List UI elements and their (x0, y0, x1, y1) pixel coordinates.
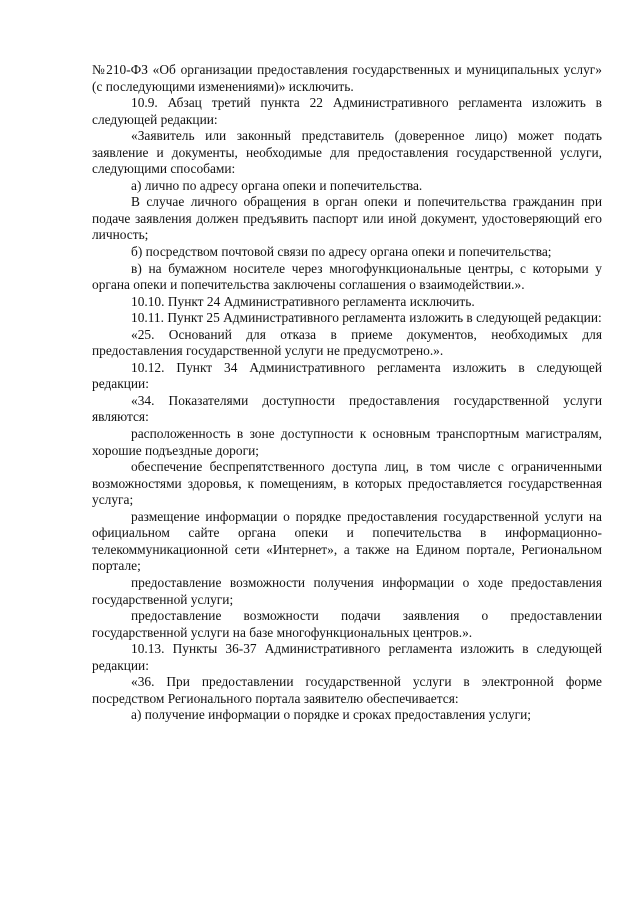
paragraph: 10.9. Абзац третий пункта 22 Административного регламента изложить в следующей редакции: (92, 95, 602, 127)
paragraph: №210-ФЗ «Об организации предоставления государственных и муниципальных услуг» (с последующими изменениями)» исключить. (92, 62, 602, 94)
paragraph: расположенность в зоне доступности к основным транспортным магистралям, хорошие подъездные дороги; (92, 426, 602, 458)
paragraph: 10.12. Пункт 34 Административного регламента изложить в следующей редакции: (92, 359, 602, 392)
paragraph: 10.10. Пункт 24 Административного регламента исключить. (131, 293, 475, 309)
paragraph: «Заявитель или законный представитель (доверенное лицо) может подать заявление и документы, необходимые для предоставления государственной услуги, следующими способами: (92, 128, 602, 177)
paragraph: б) посредством почтовой связи по адресу органа опеки и попечительства; (131, 244, 552, 260)
paragraph: «36. При предоставлении государственной услуги в электронной форме посредством Регионального портала заявителю обеспечивается: (92, 674, 602, 706)
paragraph: а) получение информации о порядке и сроках предоставления услуги; (131, 707, 532, 723)
paragraph: 10.13. Пункты 36-37 Административного регламента изложить в следующей редакции: (92, 641, 602, 673)
document-body (92, 62, 602, 724)
paragraph: в) на бумажном носителе через многофункциональные центры, с которыми у органа опеки и попечительства заключены соглашения о взаимодействии.». (92, 260, 602, 293)
paragraph: 10.11. Пункт 25 Административного регламента изложить в следующей редакции: (131, 310, 602, 326)
paragraph: предоставление возможности получения информации о ходе предоставления государственной услуги; (92, 574, 602, 607)
paragraph: обеспечение беспрепятственного доступа лиц, в том числе с ограниченными возможностями здоровья, к помещениям, в которых предоставляется государственная услуга; (92, 459, 602, 508)
paragraph: предоставление возможности подачи заявления о предоставлении государственной услуги на базе многофункциональных центров.». (92, 608, 602, 640)
paragraph: «25. Оснований для отказа в приеме документов, необходимых для предоставления государственной услуги не предусмотрено.». (92, 326, 602, 359)
paragraph: размещение информации о порядке предоставления государственной услуги на официальном сайте органа опеки и попечительства в информационно-телекоммуникационной сети «Интернет», а также на Едином портале, Региональном портале; (92, 508, 602, 574)
paragraph: а) лично по адресу органа опеки и попечительства. (131, 177, 423, 193)
paragraph: В случае личного обращения в орган опеки и попечительства гражданин при подаче заявления должен предъявить паспорт или иной документ, удостоверяющий его личность; (92, 194, 602, 243)
paragraph: «34. Показателями доступности предоставления государственной услуги являются: (92, 392, 602, 425)
